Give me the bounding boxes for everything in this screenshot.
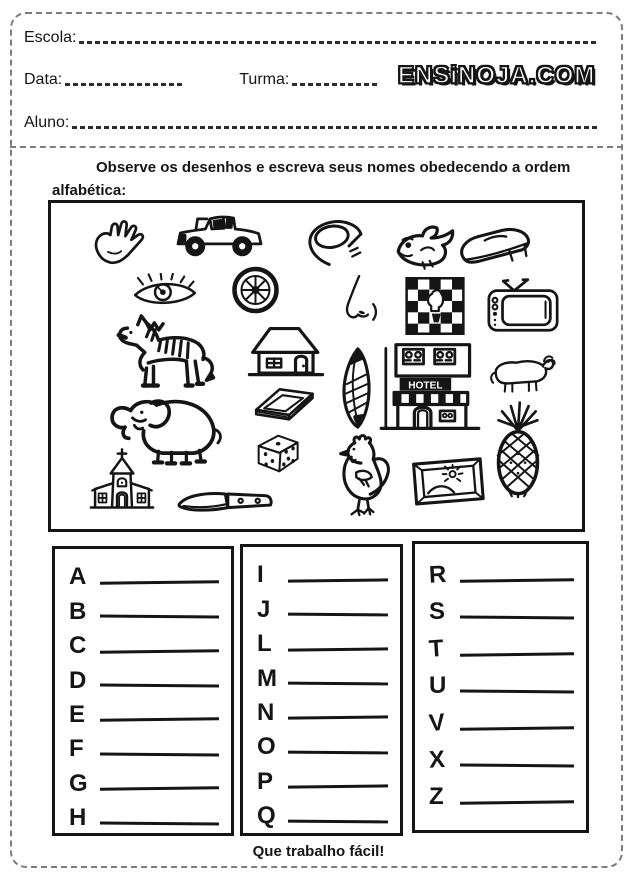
drawing-hotel [379,341,481,433]
drawing-book [249,382,319,423]
letter-label: R [428,560,448,589]
answer-row [243,759,400,793]
answer-row [415,698,586,738]
answer-row [243,587,400,621]
answer-line[interactable] [288,785,388,789]
date-label: Data: [24,71,63,88]
answer-row [55,624,231,658]
drawing-picture-frame [408,455,488,507]
answer-line[interactable] [100,615,219,619]
letter-label: U [429,672,447,699]
answer-column-1 [52,546,234,836]
answer-row [243,622,400,656]
answer-row [415,624,586,661]
hotel-sign-text: HOTEL [408,380,443,392]
student-write-line[interactable] [72,126,600,129]
letter-label: G [69,769,88,797]
drawing-zebra [105,309,235,389]
drawing-television [481,277,565,333]
drawing-shoe [457,223,534,275]
answer-row [55,555,231,589]
answer-line[interactable] [100,787,219,791]
drawing-ox [483,353,561,393]
letter-label: L [257,630,272,658]
letter-label: M [257,664,277,692]
answer-row [415,772,586,809]
answer-line[interactable] [288,819,388,822]
drawing-dice [249,430,305,477]
ensinoja-logo: ENSiNOJA.COM [398,62,596,89]
answer-row [243,553,400,587]
answer-line[interactable] [460,800,574,804]
answer-line[interactable] [460,578,574,582]
letter-label: D [69,666,87,694]
section-divider [10,146,623,148]
letter-label: B [69,597,87,625]
class-write-line[interactable] [292,83,378,86]
drawing-hen [331,432,397,519]
answer-line[interactable] [100,752,219,756]
letter-label: Q [257,802,276,830]
school-field [24,29,598,47]
answer-row [55,693,231,727]
instruction-text [52,157,588,202]
answer-row [243,794,400,828]
drawing-pineapple [491,399,545,498]
answer-line[interactable] [288,716,388,720]
answer-row [55,761,231,795]
date-write-line[interactable] [65,83,183,86]
student-label: Aluno: [24,114,70,131]
answer-line[interactable] [100,821,219,825]
answer-row [415,550,586,587]
letter-label: O [257,733,276,761]
answer-line[interactable] [460,763,574,766]
answer-row [55,796,231,830]
answer-line[interactable] [288,750,388,753]
answer-line[interactable] [288,682,388,685]
answer-line[interactable] [100,718,219,722]
answer-row [243,725,400,759]
answer-row [55,589,231,623]
student-field [24,114,600,132]
answer-column-2 [240,544,403,836]
drawing-wheel [227,265,284,315]
answer-line[interactable] [460,615,574,618]
instruction-line2: alfabética: [52,181,127,199]
letter-label: C [69,632,87,660]
answer-line[interactable] [100,580,219,584]
answer-row [415,661,586,698]
letter-label: E [69,700,86,728]
answer-row [415,587,586,624]
drawing-eye [129,273,201,310]
answer-row [415,735,586,772]
drawing-finger [301,217,368,273]
answer-line[interactable] [460,726,574,730]
drawing-church [86,448,158,516]
answer-row [243,691,400,725]
drawing-chessboard [397,277,473,335]
letter-label: A [69,563,87,591]
drawing-knife [173,488,281,517]
drawing-house [241,319,331,381]
date-class-field [24,71,384,89]
letter-label: F [69,735,84,763]
letter-label: X [428,745,446,774]
picture-box [48,200,585,532]
letter-label: N [257,698,275,726]
answer-row [55,727,231,761]
answer-line[interactable] [100,684,219,688]
answer-column-3 [412,541,589,833]
answer-line[interactable] [100,649,219,653]
letter-label: Z [429,783,444,810]
drawing-hand [88,217,152,277]
answer-line[interactable] [288,647,388,651]
school-label: Escola: [24,29,77,46]
letter-label: J [257,595,271,623]
answer-row [243,656,400,690]
letter-label: H [69,804,87,832]
class-label: Turma: [239,71,290,88]
letter-label: P [257,767,274,795]
letter-label: V [427,708,447,738]
drawing-nose [329,273,381,327]
footer-text: Que trabalho fácil! [252,843,385,860]
school-write-line[interactable] [79,41,598,44]
drawing-jeep [171,211,268,258]
answer-line[interactable] [460,652,574,656]
drawing-fish [387,223,461,273]
letter-label: S [429,598,446,625]
instruction-line1: Observe os desenhos e escreva seus nomes obedecendo a ordem [96,159,571,176]
letter-label: I [257,561,264,589]
answer-line[interactable] [288,578,388,582]
answer-row [55,658,231,692]
answer-line[interactable] [460,689,574,692]
letter-label: T [428,634,445,663]
answer-line[interactable] [288,613,388,616]
drawing-feather [334,345,380,431]
